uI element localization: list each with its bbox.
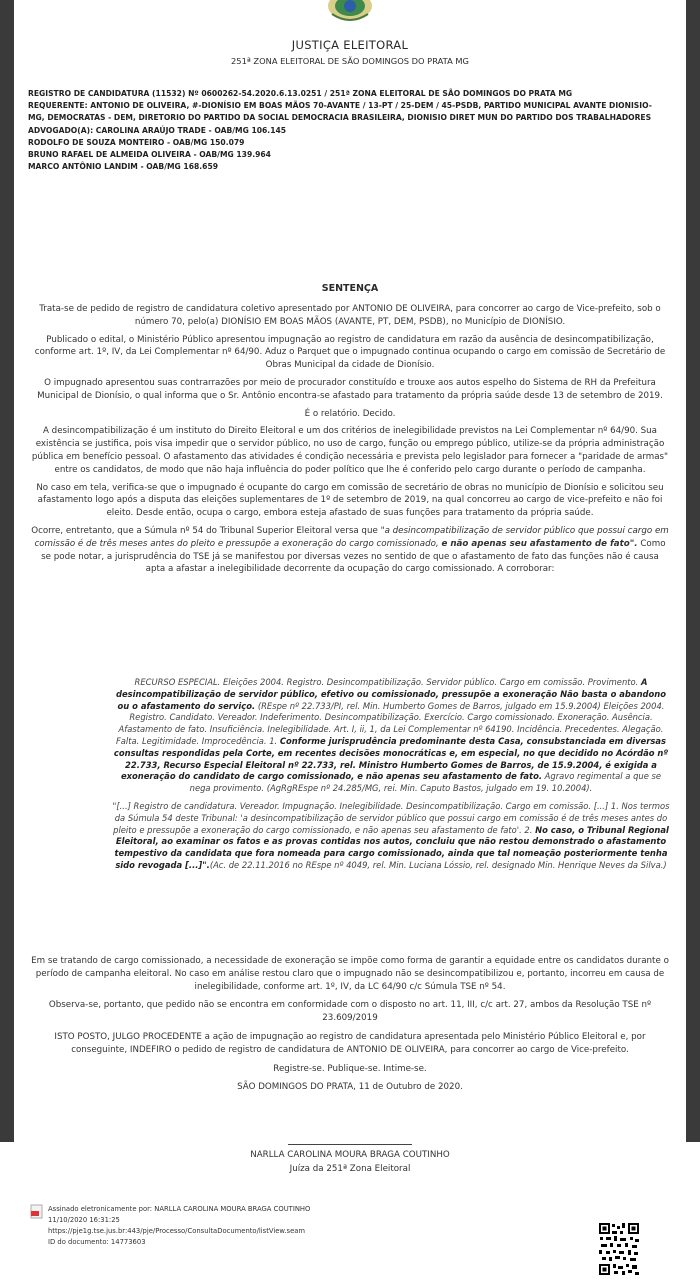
court-name: JUSTIÇA ELEITORAL (291, 38, 409, 52)
paragraph: Publicado o edital, o Ministério Público apresentou impugnação ao registro de candidatura em razão da ausência de desincompatibilização, conforme art. 1º, IV, da Lei Complementar nº 64/90. Aduz o Parquet que o impugnado continua ocupando o cargo em comissão de Secretário de Obras Municipal da cidade de Dionísio. (34, 334, 666, 371)
text: Como se pode notar, a jurisprudência do TSE já se manifestou por diversas vezes no sentido de que o afastamento de fato das funções não é causa apta a afastar a inelegibilidade decorrente da ocupação do cargo comissionado. A corroborar: (41, 538, 666, 575)
text: Conforme jurisprudência predominante desta Casa, consubstanciada em diversas consultas respondidas pela Corte, em recentes decisões monocráticas e, em especial, no que decidido no Acórdão nº 22.733, Recurso Especial Eleitoral nº 22.733, rel. Ministro Humberto Gomes de Barros, de 15.9.2004, é exigida a exoneração do candidato de cargo comissionado, e não apenas seu afastamento de fato. (113, 735, 669, 782)
text: Ocorre, entretanto, que a Súmula nº 54 do Tribunal Superior Eleitoral versa que (31, 525, 381, 536)
pdf-icon (30, 1204, 43, 1219)
text: A desincompatibilização de servidor público, efetivo ou comissionado, pressupõe a exoneração Não basta o abandono ou o afastamento do serviço. (115, 677, 667, 711)
document-id: ID do documento: 14773603 (48, 1238, 146, 1246)
verification-url[interactable]: https://pje1g.tse.jus.br:443/pje/Processo/ConsultaDocumento/listView.seam (48, 1227, 306, 1235)
paragraph: O impugnado apresentou suas contrarrazões por meio de procurador constituído e trouxe aos autos espelho do Sistema de RH da Prefeitura Municipal de Dionísio, o qual informa que o Sr. Antônio encontra-se afastado para tratamento da própria saúde desde 13 de setembro de 2019. (37, 377, 663, 401)
paragraph-sumula (30, 525, 670, 576)
jurisprudence-quote (110, 677, 672, 878)
quote-paragraph (110, 677, 672, 795)
electronic-signature (30, 1204, 430, 1248)
paragraph: No caso em tela, verifica-se que o impugnado é ocupante do cargo em comissão de secretário de obras no município de Dionísio e solicitou seu afastamento logo após a disputa das eleições suplementares de 1º de setembro de 2019, na qual concorreu ao cargo de vice-prefeito e não foi eleito. Desde então, ocupa o cargo, embora esteja afastado de suas funções para tratamento da própria saúde. (36, 482, 664, 519)
lawyer: BRUNO RAFAEL DE ALMEIDA OLIVEIRA - OAB/MG 139.964 (28, 150, 271, 160)
requester: REQUERENTE: ANTONIO DE OLIVEIRA, #-DIONÍSIO EM BOAS MÃOS 70-AVANTE / 13-PT / 25-DEM / 45-PSDB, PARTIDO MUNICIPAL AVANTE DIONISIO- (28, 101, 652, 111)
coat-of-arms-icon (322, 0, 378, 24)
text: e não apenas seu afastamento de fato". (441, 538, 638, 549)
requester-cont: MG, DEMOCRATAS - DEM, DIRETORIO DO PARTIDO DA SOCIAL DEMOCRACIA BRASILEIRA, DIONISIO DIRET MUN DO PARTIDO DOS TRABALHADORES (28, 113, 652, 123)
judge-role: Juíza da 251ª Zona Eleitoral (289, 1164, 411, 1174)
text: No caso, o Tribunal Regional Eleitoral, ao examinar os fatos e as provas contidas nos autos, concluiu que não restou demonstrado o afastamento tempestivo da candidata que fora nomeada para cargo comissionado, ainda que tal nomeação posteriormente tenha sido revogada [...]". (114, 824, 669, 870)
signer-name: NARLLA CAROLINA MOURA BRAGA COUTINHO (154, 1205, 311, 1213)
lawyer: ADVOGADO(A): CAROLINA ARAÚJO TRADE - OAB/MG 106.145 (28, 125, 287, 135)
paragraph: Registre-se. Publique-se. Intime-se. (273, 1063, 427, 1074)
paragraph: ISTO POSTO, JULGO PROCEDENTE a ação de impugnação ao registro de candidatura apresentada pelo Ministério Público Eleitoral e, por conseguinte, INDEFIRO o pedido de registro de candidatura de ANTONIO DE OLIVEIRA, para concorrer ao cargo de Vice-prefeito. (54, 1031, 646, 1055)
paragraph: SÃO DOMINGOS DO PRATA, 11 de Outubro de 2020. (237, 1082, 463, 1093)
signed-label: Assinado eletronicamente por: (48, 1205, 153, 1213)
paragraph: Trata-se de pedido de registro de candidatura coletivo apresentado por ANTONIO DE OLIVEIRA, para concorrer ao cargo de Vice-prefeito, sob o número 70, pelo(a) DIONÍSIO EM BOAS MÃOS (AVANTE, PT, DEM, PSDB), no Município de DIONÍSIO. (39, 304, 661, 327)
paragraph: A desincompatibilização é um instituto do Direito Eleitoral e um dos critérios de inelegibilidade previstos na Lei Complementar nº 64/90. Sua existência se justifica, pois visa impedir que o servidor público, no uso de cargo, função ou emprego público, utilize-se da própria administração pública em benefício pessoal. O afastamento das atividades é condição necessária e prevista pelo legislador para fornecer a "paridade de armas" entre os candidatos, de modo que não haja influência do poder político que lhe é conferido pelo cargo durante o período de campanha. (31, 426, 669, 475)
quote-paragraph (110, 801, 672, 872)
signed-datetime: 11/10/2020 16:31:25 (48, 1216, 120, 1224)
signature-block (14, 1148, 686, 1176)
text: "[...] Registro de candidatura. Vereador. Impugnação. Inelegibilidade. Desincompatibilização. Cargo em comissão. [...] 1. Nos termos da Súmula 54 deste Tribunal: 'a desincompatibilização de servidor público que possui cargo em comissão é de três meses antes do pleito e pressupõe a exoneração do cargo comissionado, e não apenas seu afastamento de fato'. 2. (112, 800, 670, 835)
text: "a desincompatibilização de servidor público que possui cargo em comissão é de três meses antes do pleito e pressupõe a exoneração do cargo comissionado, (34, 525, 669, 549)
text: (Ac. de 22.11.2016 no REspe nº 4049, rel. Min. Luciana Lóssio, rel. designado Min. Henrique Neves da Silva.) (209, 859, 667, 870)
lawyer: RODOLFO DE SOUZA MONTEIRO - OAB/MG 150.079 (28, 137, 245, 147)
sentence-title: SENTENÇA (321, 283, 379, 294)
signed-by (30, 1204, 430, 1215)
lawyer: MARCO ANTÔNIO LANDIM - OAB/MG 168.659 (28, 162, 219, 172)
paragraph: É o relatório. Decido. (304, 408, 396, 419)
document-header (14, 38, 686, 66)
sentence-conclusion (30, 955, 670, 1100)
text: Agravo regimental a que se nega provimento. (AgRgREspe nº 24.285/MG, rei. Min. Caputo Bastos, julgado em 19. 10.2004). (189, 771, 662, 794)
judge-name: NARLLA CAROLINA MOURA BRAGA COUTINHO (250, 1150, 450, 1160)
sentence-body (30, 303, 670, 581)
qr-code-icon (598, 1222, 640, 1276)
text: (REspe nº 22.733/PI, rel. Min. Humberto Gomes de Barros, julgado em 15.9.2004) Eleições 2004. Registro. Candidato. Vereador. Indeferimento. Desincompatibilização. Exercício. Cargo comissionado. Exoneração. Ausência. Afastamento de fato. Insuficiência. Inelegibilidade. Art. I, ii, 1, da Lei Complementar nº 64190. Incidência. Precedentes. Alegação. Falta. Legitimidade. Improcedência. 1. (115, 700, 665, 746)
electoral-zone: 251ª ZONA ELEITORAL DE SÃO DOMINGOS DO PRATA MG (231, 56, 469, 66)
case-metadata (28, 88, 668, 173)
signature-line (288, 1144, 412, 1145)
paragraph: Em se tratando de cargo comissionado, a necessidade de exoneração se impõe como forma de garantir a equidade entre os candidatos durante o período de campanha eleitoral. No caso em análise restou claro que o impugnado não se desincompatibilizou e, portanto, incorreu em causa de inelegibilidade, conforme art. 1º, IV, da LC 64/90 c/c Súmula TSE nº 54. (31, 956, 669, 992)
paragraph: Observa-se, portanto, que pedido não se encontra em conformidade com o disposto no art. 11, III, c/c art. 27, ambos da Resolução TSE nº 23.609/2019 (48, 1000, 652, 1024)
case-number: REGISTRO DE CANDIDATURA (11532) Nº 0600262-54.2020.6.13.0251 / 251ª ZONA ELEITORAL DE SÃO DOMINGOS DO PRATA MG (28, 89, 573, 98)
text: RECURSO ESPECIAL. Eleições 2004. Registro. Desincompatibilização. Servidor público. Cargo em comissão. Provimento. (134, 677, 641, 687)
